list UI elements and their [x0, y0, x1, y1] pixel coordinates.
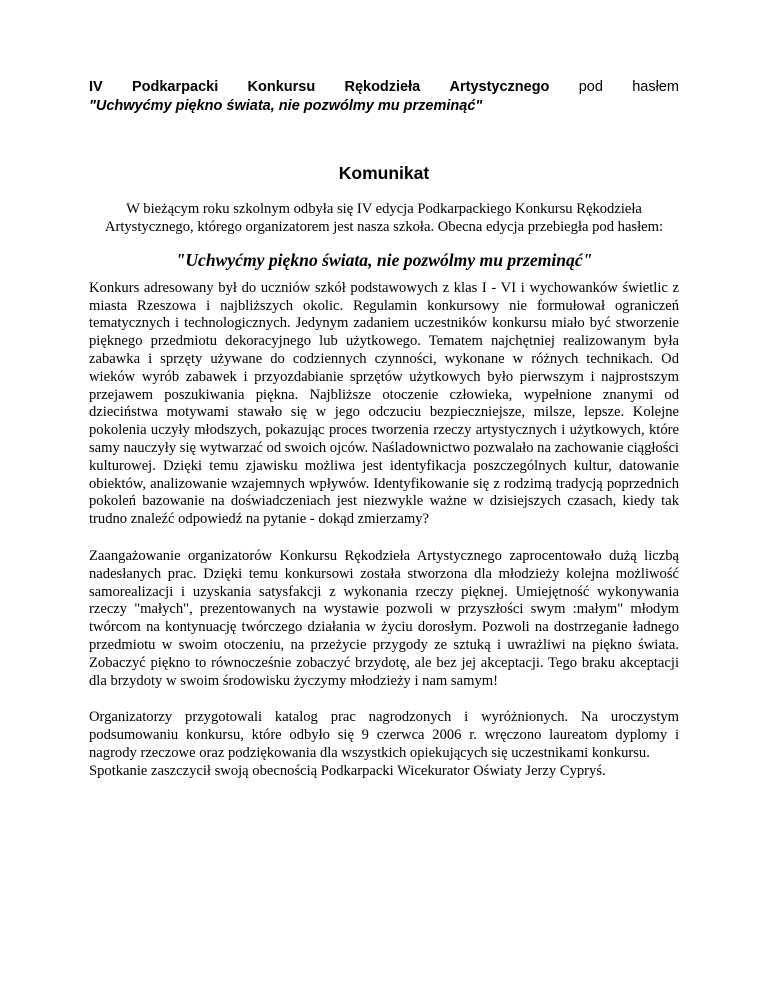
document-page [89, 78, 679, 781]
header-word: Rękodzieła [344, 79, 421, 95]
header-word: Artystycznego [449, 79, 550, 95]
body-paragraph: Zaangażowanie organizatorów Konkursu Rękodzieła Artystycznego zaprocentowało dużą liczbą nadesłanych prac. Dzięki temu konkursowi została stworzona dla młodzieży kolejna możliwość samorealizacji i uzyskania satysfakcji z wykonania rzeczy pięknej. Umiejętność wykonywania rzeczy "małych", prezentowanych na wystawie pozwoli w przyszłości swym :małym" młodym twórcom na kontynuację twórczego działania w życiu dorosłym. Pozwoli na dostrzeganie ładnego przedmiotu w swoim otoczeniu, na przeżycie przygody ze sztuką i uwrażliwi na piękno świata. Zobaczyć piękno to równocześnie zobaczyć brzydotę, ale bez jej akceptacji. Tego braku akceptacji dla brzydoty w swoim środowisku życzymy młodzieży i nam samym! [89, 547, 679, 689]
header-word: pod [578, 79, 603, 95]
body-paragraph: Konkurs adresowany był do uczniów szkół podstawowych z klas I - VI i wychowanków świetlic z miasta Rzeszowa i najbliższych okolic. Regulamin konkursowy nie formułował ograniczeń tematycznych i technologicznych. Jedynym zadaniem uczestników konkursu miało być stworzenie pięknego przedmiotu dekoracyjnego lub użytkowego. Tematem najchętniej realizowanym była zabawka i sprzęty używane do codziennych czynności, wykonane w różnych technikach. Od wieków wyrób zabawek i przyozdabianie sprzętów użytkowych było pierwszym i najprostszym przejawem poszukiwania piękna. Najbliższe otoczenie człowieka, wypełnione znanymi od dzieciństwa motywami stawało się w jego odczuciu bezpieczniejsze, milsze, lepsze. Kolejne pokolenia uczyły młodszych, pokazując proces tworzenia rzeczy artystycznych i użytkowych, które samy nauczyły się wytwarzać od swoich ojców. Naśladownictwo pozwalało na zachowanie ciągłości kulturowej. Dzięki temu zjawisku możliwa jest identyfikacja poszczególnych kultur, datowanie obiektów, analizowanie wzajemnych wpływów. Identyfikowanie się z rodzimą tradycją poprzednich pokoleń bazowanie na doświadczeniach jest niezwykle ważne w dzisiejszych czasach, kiedy tak trudno znaleźć odpowiedź na pytanie - dokąd zmierzamy? [89, 279, 679, 528]
header-word: Konkursu [247, 79, 316, 95]
motto-heading: "Uchwyćmy piękno świata, nie pozwólmy mu przeminąć" [175, 249, 593, 270]
header-word: hasłem [632, 79, 679, 95]
body-paragraph: Organizatorzy przygotowali katalog prac nagrodzonych i wyróżnionych. Na uroczystym podsumowaniu konkursu, które odbyło się 9 czerwca 2006 r. wręczono laureatom dyplomy i nagrody rzeczowe oraz podziękowania dla wszystkich opiekujących się uczestnikami konkursu. [89, 709, 679, 761]
header-motto: "Uchwyćmy piękno świata, nie pozwólmy mu przeminąć" [89, 98, 483, 114]
header-word: IV [89, 79, 103, 95]
page-title: Komunikat [338, 163, 430, 183]
body-paragraph: Spotkanie zaszczycił swoją obecnością Podkarpacki Wicekurator Oświaty Jerzy Cypryś. [89, 762, 606, 779]
header-word: Podkarpacki [131, 79, 219, 95]
header-line [89, 78, 679, 97]
intro-paragraph: W bieżącym roku szkolnym odbyła się IV edycja Podkarpackiego Konkursu Rękodzieła Artystycznego, którego organizatorem jest nasza szkoła. Obecna edycja przebiegła pod hasłem: [104, 201, 664, 236]
